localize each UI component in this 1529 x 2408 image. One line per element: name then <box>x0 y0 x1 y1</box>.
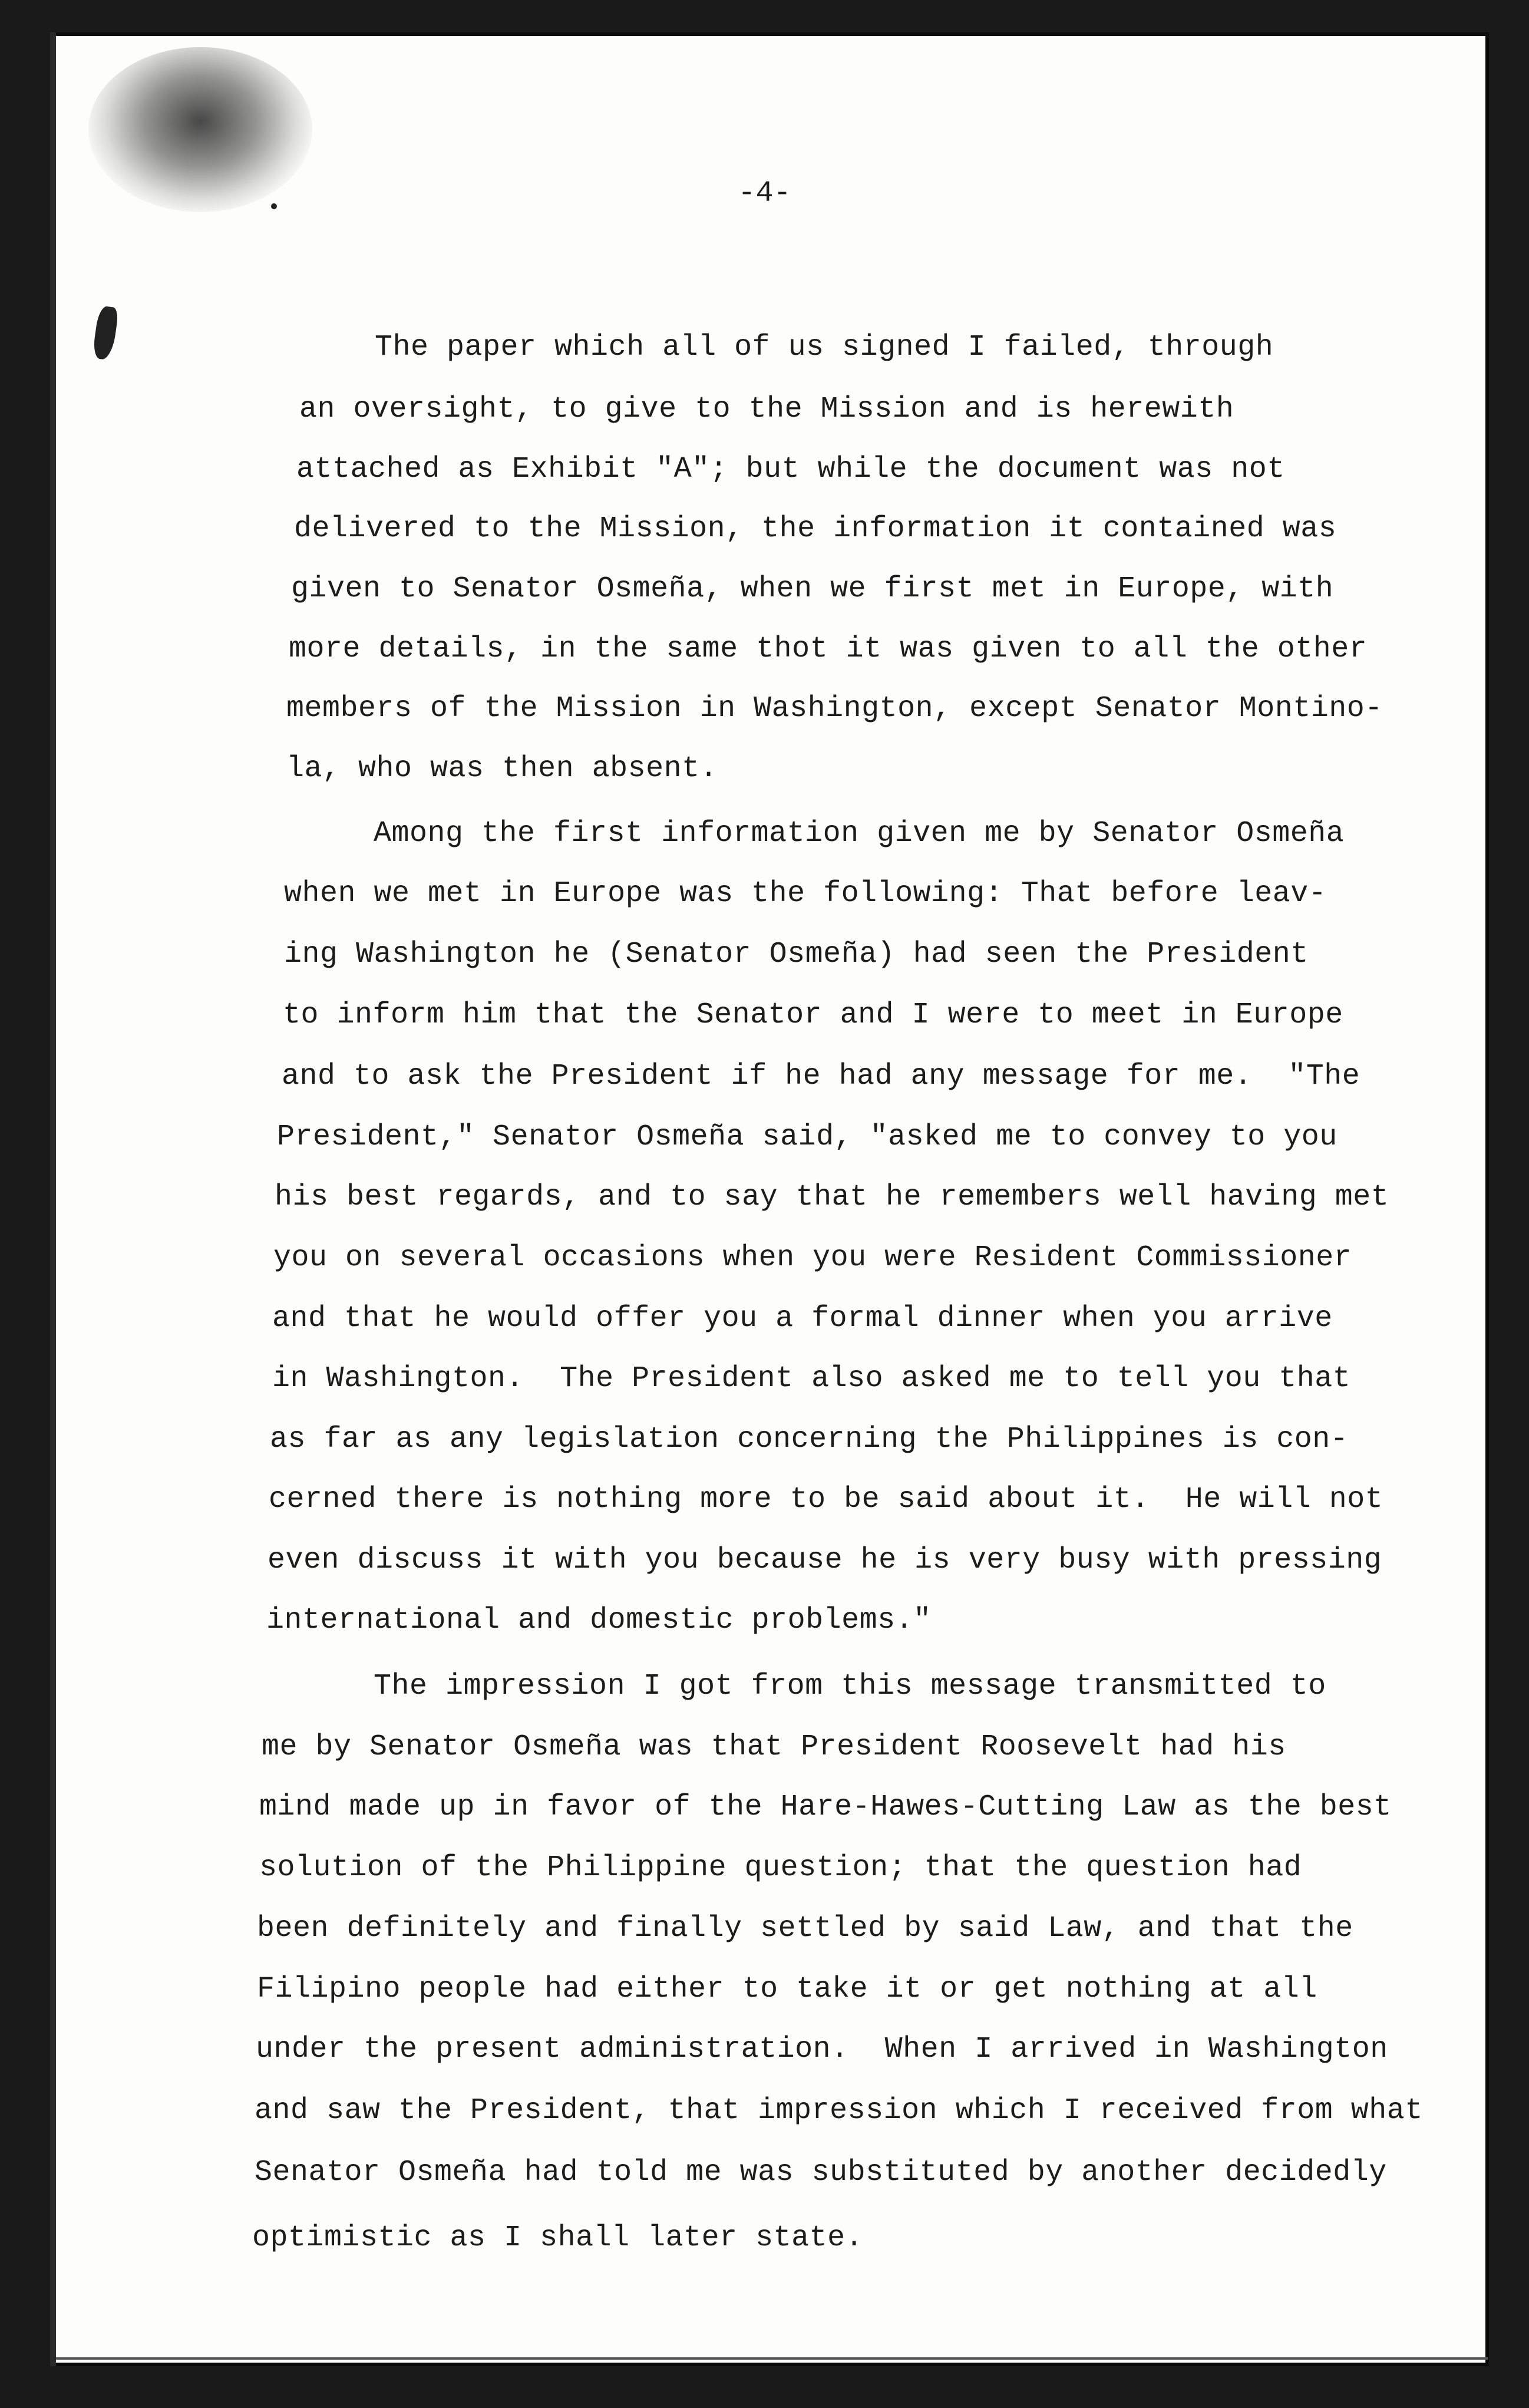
text-line: when we met in Europe was the following: That before leav- <box>284 877 1327 911</box>
text-line: more details, in the same thot it was given to all the other <box>289 632 1368 666</box>
text-line: to inform him that the Senator and I were to meet in Europe <box>283 998 1343 1032</box>
text-line: and that he would offer you a formal dinner when you arrive <box>272 1302 1333 1335</box>
text-line: The paper which all of us signed I failed, through <box>375 331 1274 364</box>
text-line: under the present administration. When I arrived in Washington <box>256 2033 1388 2066</box>
text-line: la, who was then absent. <box>286 752 718 786</box>
text-line: and to ask the President if he had any message for me. "The <box>282 1060 1360 1093</box>
text-line: Senator Osmeña had told me was substituted by another decidedly <box>255 2156 1387 2189</box>
text-line: optimistic as I shall later state. <box>252 2221 864 2255</box>
text-line: an oversight, to give to the Mission and is herewith <box>299 392 1234 426</box>
text-line: as far as any legislation concerning the Philippines is con- <box>270 1423 1349 1456</box>
text-line: delivered to the Mission, the information it contained was <box>294 512 1337 546</box>
text-line: President," Senator Osmeña said, "asked me to convey to you <box>277 1120 1338 1154</box>
text-line: mind made up in favor of the Hare-Hawes-Cutting Law as the best <box>259 1790 1392 1824</box>
text-line: given to Senator Osmeña, when we first met in Europe, with <box>291 572 1334 606</box>
text-line: been definitely and finally settled by said Law, and that the <box>257 1912 1353 1945</box>
text-line: Filipino people had either to take it or get nothing at all <box>257 1972 1317 2006</box>
page-bottom-edge <box>56 2357 1488 2360</box>
page-edge <box>50 32 56 2366</box>
text-line: ing Washington he (Senator Osmeña) had seen the President <box>284 938 1309 971</box>
text-line: Among the first information given me by Senator Osmeña <box>374 817 1345 850</box>
text-line: international and domestic problems." <box>266 1604 932 1637</box>
text-line: even discuss it with you because he is very busy with pressing <box>268 1543 1382 1577</box>
page-number: -4- <box>738 177 791 210</box>
text-line: cerned there is nothing more to be said about it. He will not <box>269 1483 1383 1516</box>
text-line: solution of the Philippine question; that the question had <box>259 1851 1302 1885</box>
text-line: his best regards, and to say that he remembers well having met <box>275 1180 1389 1214</box>
text-line: me by Senator Osmeña was that President Roosevelt had his <box>262 1730 1286 1764</box>
text-line: members of the Mission in Washington, except Senator Montino- <box>286 692 1383 725</box>
text-line: and saw the President, that impression which I received from what <box>255 2094 1423 2127</box>
text-line: you on several occasions when you were Resident Commissioner <box>273 1241 1352 1275</box>
text-line: attached as Exhibit "A"; but while the document was not <box>296 453 1285 486</box>
text-line: The impression I got from this message transmitted to <box>374 1670 1326 1703</box>
text-line: in Washington. The President also asked me to tell you that <box>272 1362 1351 1396</box>
